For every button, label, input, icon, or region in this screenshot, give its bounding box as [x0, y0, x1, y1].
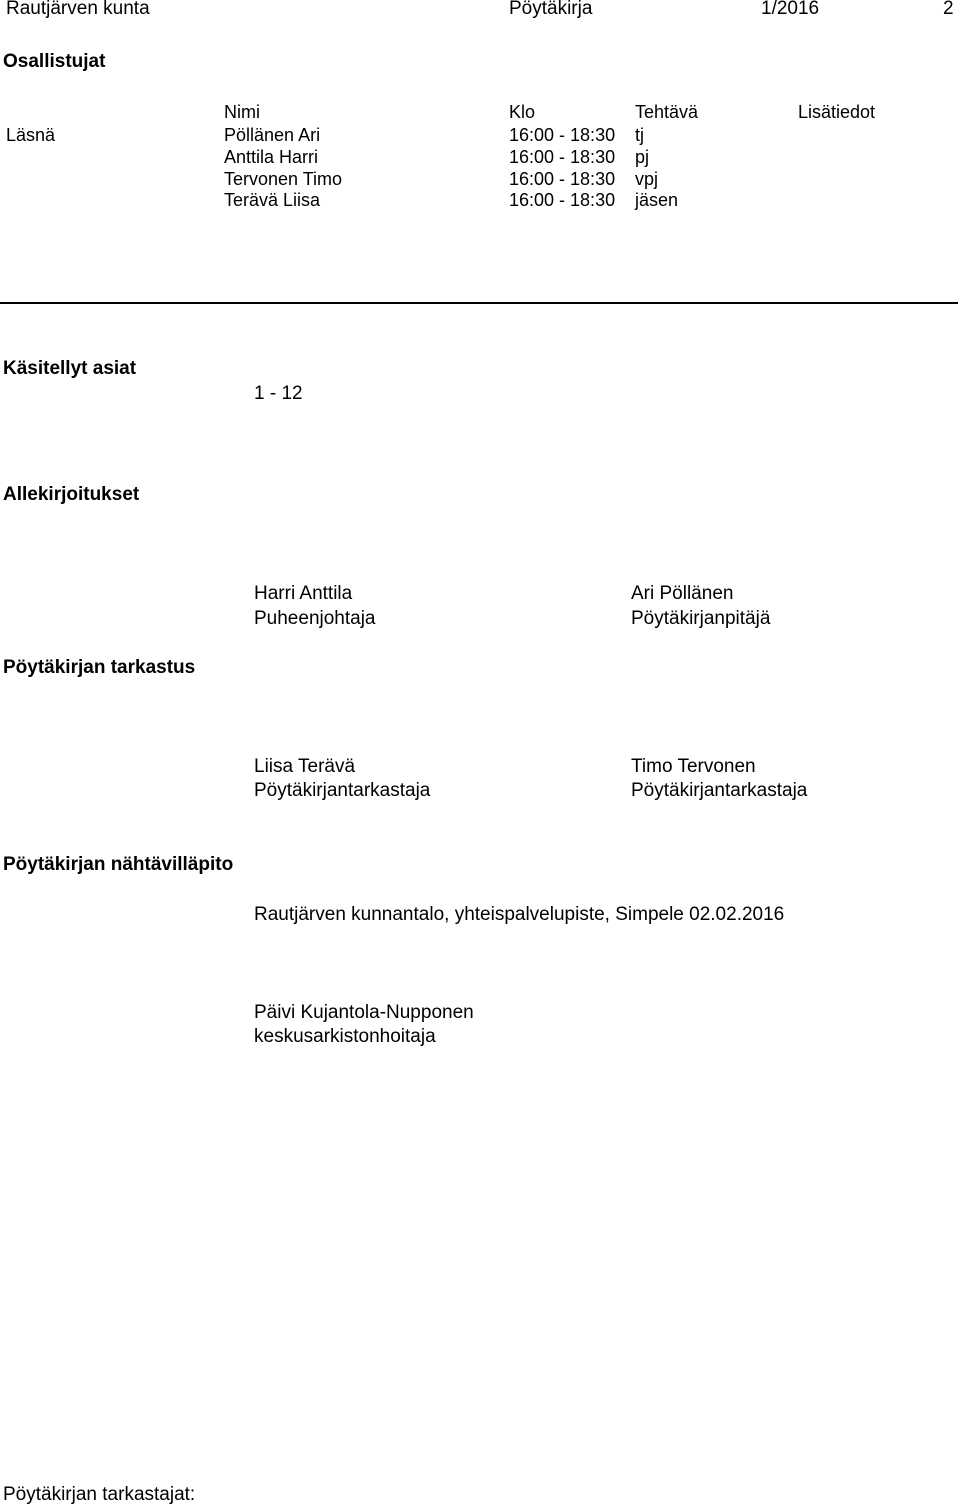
- items-heading: Käsitellyt asiat: [3, 358, 137, 379]
- attendee-role: pj: [635, 147, 650, 167]
- reviewer-2-name: Timo Tervonen: [631, 756, 756, 777]
- reviewers-label: Pöytäkirjan tarkastajat:: [3, 1484, 196, 1505]
- attendee-time: 16:00 - 18:30: [509, 190, 616, 210]
- items-range: 1 - 12: [254, 383, 303, 404]
- section-divider: [0, 302, 958, 304]
- document-type: Pöytäkirja: [509, 0, 593, 19]
- secretary-title: Pöytäkirjanpitäjä: [631, 608, 771, 629]
- attendees-heading: Osallistujat: [3, 51, 106, 72]
- attendee-time: 16:00 - 18:30: [509, 169, 616, 189]
- archivist-title: keskusarkistonhoitaja: [254, 1026, 436, 1047]
- attendee-role: tj: [635, 125, 644, 145]
- attendee-role: vpj: [635, 169, 659, 189]
- attendee-name: Pöllänen Ari: [224, 125, 321, 145]
- display-place: Rautjärven kunnantalo, yhteispalvelupiste, Simpele 02.02.2016: [254, 904, 785, 925]
- archivist-name: Päivi Kujantola-Nupponen: [254, 1002, 474, 1023]
- attendee-role: jäsen: [635, 190, 679, 210]
- attendee-time: 16:00 - 18:30: [509, 125, 616, 145]
- review-heading: Pöytäkirjan tarkastus: [3, 657, 196, 678]
- reviewer-1-title: Pöytäkirjantarkastaja: [254, 780, 431, 801]
- reviewer-2-title: Pöytäkirjantarkastaja: [631, 780, 808, 801]
- column-header-name: Nimi: [224, 102, 260, 122]
- attendance-status-label: Läsnä: [6, 125, 56, 145]
- attendee-time: 16:00 - 18:30: [509, 147, 616, 167]
- column-header-notes: Lisätiedot: [798, 102, 876, 122]
- column-header-role: Tehtävä: [635, 102, 699, 122]
- attendee-name: Terävä Liisa: [224, 190, 321, 210]
- secretary-name: Ari Pöllänen: [631, 583, 734, 604]
- reviewer-1-name: Liisa Terävä: [254, 756, 356, 777]
- display-heading: Pöytäkirjan nähtävilläpito: [3, 854, 234, 875]
- attendee-name: Tervonen Timo: [224, 169, 343, 189]
- page-number: 2: [943, 0, 954, 19]
- signatures-heading: Allekirjoitukset: [3, 484, 140, 505]
- column-header-time: Klo: [509, 102, 536, 122]
- chair-name: Harri Anttila: [254, 583, 353, 604]
- document-number: 1/2016: [761, 0, 820, 19]
- chair-title: Puheenjohtaja: [254, 608, 376, 629]
- attendee-name: Anttila Harri: [224, 147, 319, 167]
- municipality-name: Rautjärven kunta: [6, 0, 150, 19]
